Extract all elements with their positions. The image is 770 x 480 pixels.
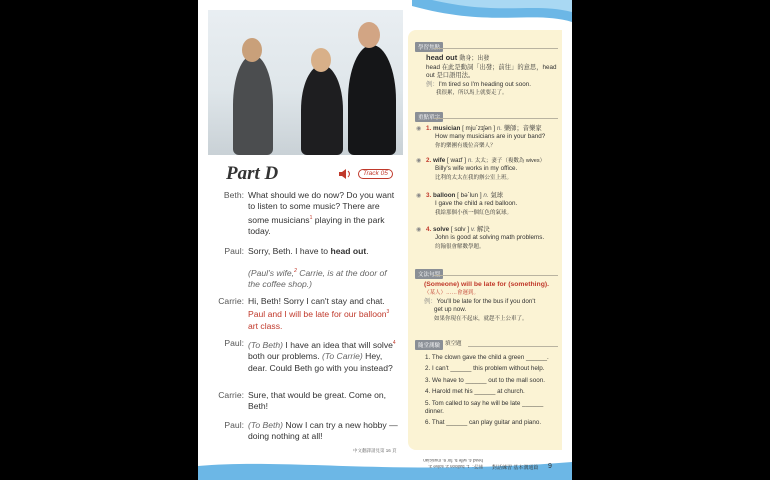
speaker-icon: ◉ <box>416 126 422 132</box>
practice-item: 5. Tom called to say he will be late ______ dinner. <box>425 399 544 416</box>
section-learning-title: 學習焦點 <box>415 42 443 52</box>
top-wave-decoration <box>412 0 572 30</box>
learning-phrase: head out 動身；出發 <box>426 53 490 62</box>
practice-item: 3. We have to ______ out to the mall soon. <box>425 376 545 384</box>
section-vocab-title: 重點單字 <box>415 112 443 122</box>
practice-item: 2. I can't ______ this problem without help. <box>425 365 545 373</box>
section-practice-title: 隨堂測驗 <box>415 340 443 350</box>
practice-list <box>425 354 560 431</box>
vocab-item: ◉ 2. wife [ waɪf ] n. 太太；妻子（複數為 wives） Billy's wife works in my office. 比利的太太在我的辦公室上班。 <box>416 157 546 181</box>
divider <box>434 118 558 119</box>
practice-item: 4. Harold met his ______ at church. <box>425 388 525 396</box>
vocab-item: ◉ 3. balloon [ bəˋlun ] n. 氣球 I gave the child a red balloon. 我給那個小孩一個紅色的氣球。 <box>416 192 518 216</box>
section-grammar-title: 文法句型 <box>415 269 443 279</box>
practice-subtitle: 填空題 <box>445 341 462 347</box>
learning-example: 例：I'm tired so I'm heading out soon. 我很累，所以馬上就要走了。 <box>426 81 531 97</box>
practice-item: 6. That ______ can play guitar and piano. <box>425 419 542 427</box>
translation-footnote: 中文翻譯請見第 16 頁 <box>353 448 397 453</box>
learning-note: head 在此是動詞「出發；前往」的意思，head out 是口語用法。 <box>426 64 557 80</box>
people-photo <box>208 10 403 155</box>
page-caption: 對話練習 基本溝通篇 <box>492 465 539 471</box>
speaker-icon: ◉ <box>416 193 422 199</box>
vocab-item: ◉ 1. musician [ mjuˋzɪʃən ] n. 樂師；音樂家 How many musicians are in your band? 你的樂團有幾位音樂人？ <box>416 125 546 149</box>
page-number: 9 <box>548 463 552 470</box>
track-label: Track 05 <box>358 169 393 179</box>
divider <box>468 346 558 347</box>
divider <box>434 275 558 276</box>
grammar-pattern: (Someone) will be late for (something). （某人）……會遲到。 例：You'll be late for the bus if you don't get up now. 如果你現在不起床，就趕不上公車了。 <box>424 281 549 322</box>
part-title: Part D <box>226 163 279 184</box>
audio-icon <box>339 169 353 179</box>
practice-item: 1. The clown gave the child a green ______. <box>425 354 549 361</box>
speaker-icon: ◉ <box>416 158 422 164</box>
dialog-column: Part D Track 05 Beth: What should we do now? Do you want to listen to some music? There are some musicians$^1$ playing in the park today. Paul: Sorry, Beth. I have to head out. (Paul's wife,$^2$ Carrie, is at the door of the coffee shop.) Carrie: Hi, Beth! Sorry I can't stay and chat. Paul and I will be late for our balloon$^3$ art class. Paul: (To Beth) I have an idea that will solve$^4$ both our problems. (To Carrie) Hey, dear. Could Beth go with you instead? Carrie: Sure, that would be great. Come on, Beth! Paul: (To Beth) Now I can try a new hobby — doing nothing at all! 中文翻譯請見第 16 頁 <box>198 0 408 480</box>
divider <box>434 48 558 49</box>
speaker-icon: ◉ <box>416 227 422 233</box>
textbook-page <box>198 0 572 480</box>
answer-key: 解答：1. balloon 2. solve 3. head 4. wife 5. for 6. musician <box>423 458 483 469</box>
vocab-item: ◉ 4. solve [ sɑlv ] v. 解決 John is good at solving math problems. 約翰很會解數學題。 <box>416 226 545 250</box>
